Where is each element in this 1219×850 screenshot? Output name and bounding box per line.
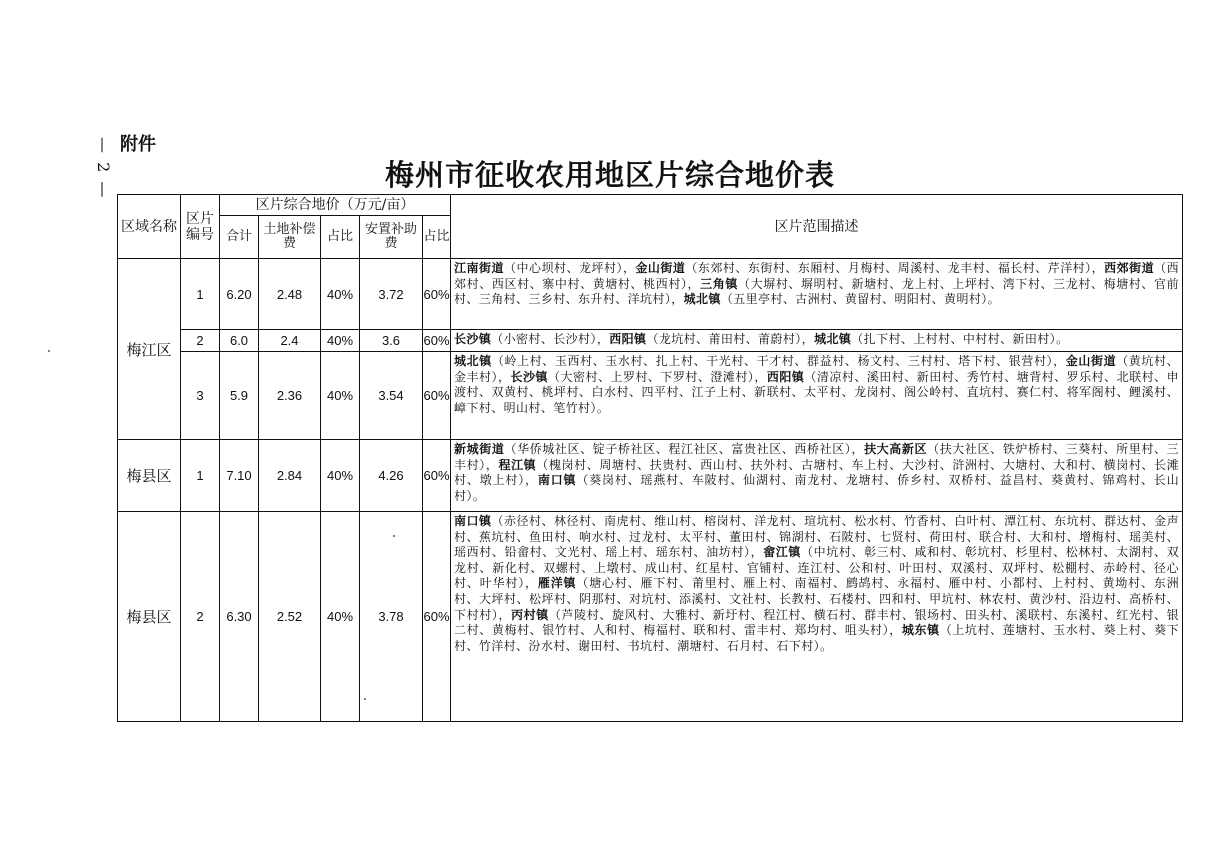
village-list: （清凉村、溪田村、新田村、秀竹村、塘背村、罗乐村、北联村、申渡村、双黄村、桃坪村、白水村、四平村、江子上村、新联村、太平村、龙岗村、阁公岭村、直坑村、赛仁村、将军阁村、鲤溪村、嶂下村、明山村、笔竹村）。 bbox=[454, 369, 1180, 415]
land-compensation: 2.84 bbox=[259, 440, 321, 512]
zone-number: 3 bbox=[181, 352, 220, 440]
village-list: （上坑村、莲塘村、玉水村、葵上村、葵下村、竹洋村、汾水村、谢田村、书坑村、潮塘村、石月村、石下村）。 bbox=[454, 623, 1180, 653]
table-row bbox=[118, 352, 1183, 440]
village-list: （扎下村、上村村、中村村、新田村）。 bbox=[851, 332, 1069, 346]
village-list: （大塀村、塀明村、新塘村、龙上村、上坪村、湾下村、三龙村、梅塘村、官前村、三角村、三乡村、东升村、洋坑村）， bbox=[454, 276, 1180, 307]
land-ratio: 40% bbox=[321, 512, 360, 722]
village-list: （岭上村、玉西村、玉水村、扎上村、干光村、干才村、群益村、杨文村、三村村、塔下村、银营村）， bbox=[491, 354, 1066, 368]
village-list: （小密村、长沙村）， bbox=[491, 332, 610, 346]
table-row bbox=[118, 440, 1183, 512]
town-name: 南口镇 bbox=[454, 514, 492, 528]
village-list: （塘心村、雁下村、莆里村、雁上村、南福村、鹧鸪村、永福村、雁中村、小都村、上村村、黄坳村、东洲村、大坪村、松坪村、阴那村、对坑村、添溪村、文社村、长教村、石楼村、四和村、甲坑村、林农村、黄沙村、沿边村、高桥村、下村村）， bbox=[454, 576, 1180, 622]
resettlement-ratio: 60% bbox=[423, 330, 451, 352]
village-list: （龙坑村、莆田村、莆蔚村）， bbox=[646, 332, 815, 346]
resettlement-subsidy: 3.6 bbox=[360, 330, 423, 352]
village-list: （中心坝村、龙坪村）， bbox=[504, 261, 636, 275]
village-list: （中坑村、彰三村、咸和村、彰坑村、杉里村、松林村、太湖村、双龙村、新化村、双螺村、上墩村、成山村、红星村、官铺村、连江村、公和村、叶田村、双溪村、双坪村、松棚村、赤岭村、径心村、叶华村）， bbox=[454, 545, 1180, 591]
zone-number: 1 bbox=[181, 440, 220, 512]
region-name: 梅江区 bbox=[118, 259, 181, 440]
header-price-group: 区片综合地价（万元/亩） bbox=[220, 195, 451, 216]
land-compensation: 2.52 bbox=[259, 512, 321, 722]
resettlement-subsidy: 3.72 bbox=[360, 259, 423, 330]
page-number: — 2 — bbox=[94, 136, 113, 200]
resettlement-subsidy: 3.54 bbox=[360, 352, 423, 440]
land-price-table bbox=[117, 194, 1183, 722]
table-row bbox=[118, 512, 1183, 722]
village-list: （大密村、上罗村、下罗村、澄滩村）， bbox=[547, 369, 767, 384]
land-compensation: 2.4 bbox=[259, 330, 321, 352]
town-name: 西阳镇 bbox=[609, 332, 647, 346]
village-list: （华侨城社区、锭子桥社区、程江社区、富贵社区、西桥社区）， bbox=[504, 442, 865, 456]
town-name: 扶大高新区 bbox=[864, 442, 928, 456]
zone-description bbox=[451, 352, 1183, 440]
resettlement-ratio: 60% bbox=[423, 440, 451, 512]
town-name: 畲江镇 bbox=[763, 545, 802, 560]
village-list: （黄坑村、金丰村）， bbox=[454, 354, 1180, 384]
land-ratio: 40% bbox=[321, 440, 360, 512]
header-ratio-1: 占比 bbox=[321, 216, 360, 259]
town-name: 城北镇 bbox=[814, 332, 852, 346]
zone-number: 1 bbox=[181, 259, 220, 330]
town-name: 长沙镇 bbox=[510, 369, 548, 384]
document-title: 梅州市征收农用地区片综合地价表 bbox=[384, 158, 835, 192]
village-list: （葵岗村、瑶燕村、车陂村、仙湖村、南龙村、龙塘村、侨乡村、双桥村、益昌村、葵黄村、锦鸡村、长山村）。 bbox=[454, 473, 1180, 503]
header-zone-no: 区片编号 bbox=[181, 195, 220, 259]
table-row bbox=[118, 330, 1183, 352]
zone-description bbox=[451, 330, 1183, 352]
region-name: 梅县区 bbox=[118, 440, 181, 512]
town-name: 金山街道 bbox=[635, 261, 686, 275]
zone-description bbox=[451, 440, 1183, 512]
town-name: 金山街道 bbox=[1065, 354, 1117, 368]
town-name: 丙村镇 bbox=[511, 607, 549, 622]
village-list: （芦陵村、旋风村、大雅村、新圩村、程江村、横石村、群丰村、银场村、田头村、溪联村、东溪村、红光村、银二村、黄梅村、银竹村、人和村、梅福村、联和村、雷丰村、郑均村、咀头村）， bbox=[454, 607, 1180, 638]
zone-description bbox=[451, 259, 1183, 330]
scan-speck bbox=[48, 350, 50, 352]
header-description: 区片范围描述 bbox=[451, 195, 1183, 259]
land-ratio: 40% bbox=[321, 259, 360, 330]
town-name: 长沙镇 bbox=[454, 332, 492, 346]
town-name: 程江镇 bbox=[498, 457, 537, 472]
town-name: 南口镇 bbox=[537, 473, 577, 488]
village-list: （槐岗村、周塘村、扶贵村、西山村、扶外村、古塘村、车上村、大沙村、浒洲村、大塘村、大和村、横岗村、长滩村、墩上村）， bbox=[454, 457, 1180, 488]
header-land-compensation: 土地补偿费 bbox=[259, 216, 321, 259]
town-name: 新城街道 bbox=[454, 442, 505, 456]
land-ratio: 40% bbox=[321, 330, 360, 352]
zone-description bbox=[451, 512, 1183, 722]
village-list: （西郊村、西区村、寨中村、黄塘村、桃西村）， bbox=[454, 261, 1180, 291]
attachment-label: 附件 bbox=[120, 134, 156, 155]
header-resettlement: 安置补助费 bbox=[360, 216, 423, 259]
town-name: 城北镇 bbox=[683, 292, 721, 307]
zone-number: 2 bbox=[181, 512, 220, 722]
header-total: 合计 bbox=[220, 216, 259, 259]
town-name: 西阳镇 bbox=[766, 369, 805, 384]
land-compensation: 2.48 bbox=[259, 259, 321, 330]
town-name: 城东镇 bbox=[901, 623, 940, 638]
resettlement-subsidy: 4.26 bbox=[360, 440, 423, 512]
resettlement-ratio: 60% bbox=[423, 512, 451, 722]
town-name: 雁洋镇 bbox=[537, 576, 577, 591]
land-compensation: 2.36 bbox=[259, 352, 321, 440]
resettlement-subsidy: 3.78 bbox=[360, 512, 423, 722]
land-ratio: 40% bbox=[321, 352, 360, 440]
region-name: 梅县区 bbox=[118, 512, 181, 722]
village-list: （扶大社区、铁炉桥村、三葵村、所里村、三丰村）， bbox=[454, 442, 1180, 472]
village-list: （赤径村、林径村、南虎村、维山村、榕岗村、洋龙村、瑄坑村、松水村、竹香村、白叶村、潭江村、东坑村、群达村、金声村、蕉坑村、鱼田村、响水村、过龙村、太平村、董田村、锦湖村、石陂村、七贤村、荷田村、联合村、大和村、增梅村、瑶美村、瑶西村、铅畲村、文光村、瑶上村、瑶东村、油坊村）， bbox=[454, 514, 1180, 560]
table-row bbox=[118, 259, 1183, 330]
header-region: 区域名称 bbox=[118, 195, 181, 259]
total-price: 5.9 bbox=[220, 352, 259, 440]
village-list: （五里亭村、古洲村、黄留村、明阳村、黄明村）。 bbox=[720, 292, 1001, 307]
resettlement-ratio: 60% bbox=[423, 259, 451, 330]
total-price: 6.30 bbox=[220, 512, 259, 722]
total-price: 6.0 bbox=[220, 330, 259, 352]
header-ratio-2: 占比 bbox=[423, 216, 451, 259]
header-row-1 bbox=[118, 195, 1183, 216]
village-list: （东郊村、东街村、东厢村、月梅村、周溪村、龙丰村、福长村、芹洋村）， bbox=[685, 261, 1105, 275]
total-price: 6.20 bbox=[220, 259, 259, 330]
resettlement-ratio: 60% bbox=[423, 352, 451, 440]
town-name: 西郊街道 bbox=[1104, 261, 1155, 275]
zone-number: 2 bbox=[181, 330, 220, 352]
town-name: 三角镇 bbox=[700, 276, 738, 291]
total-price: 7.10 bbox=[220, 440, 259, 512]
town-name: 城北镇 bbox=[454, 354, 492, 368]
town-name: 江南街道 bbox=[454, 261, 505, 275]
